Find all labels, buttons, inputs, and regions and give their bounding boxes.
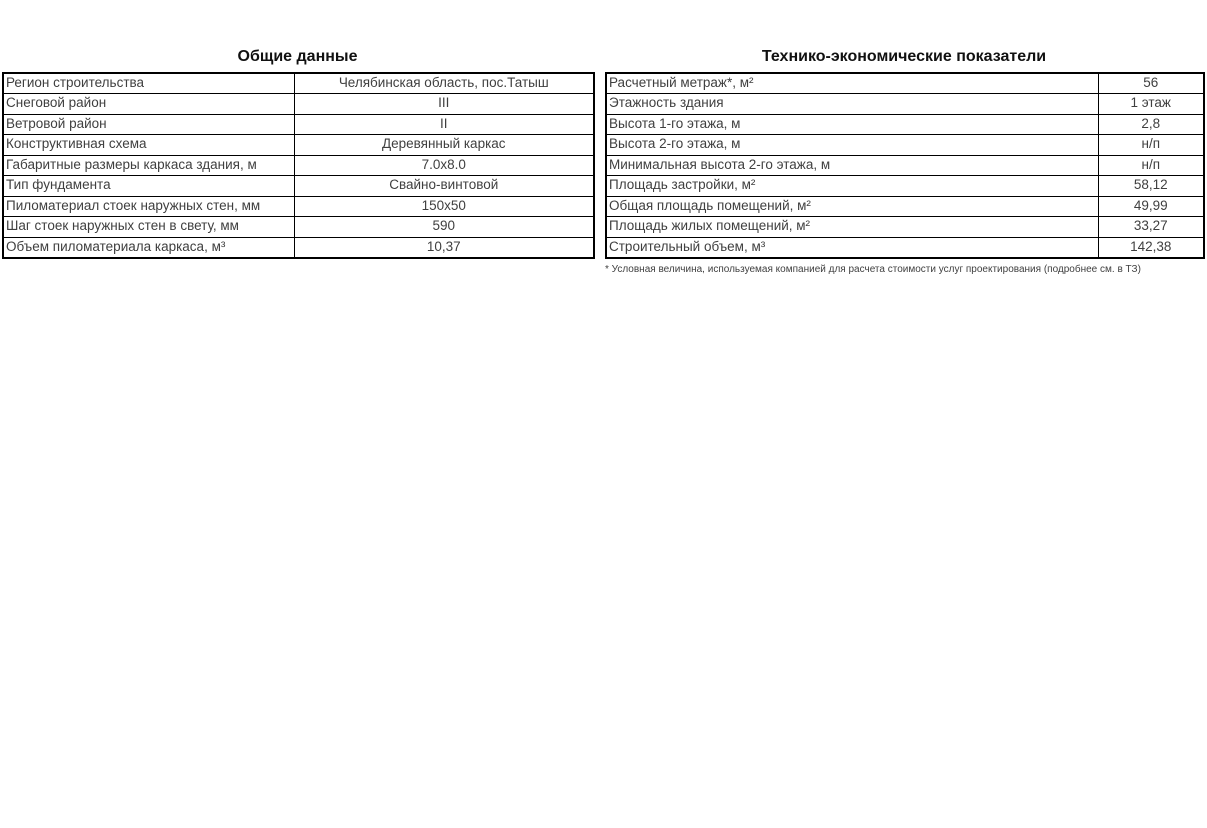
table-row	[3, 114, 594, 135]
row-label-cell: Расчетный метраж*, м²	[606, 73, 1098, 94]
row-label-cell: Конструктивная схема	[3, 135, 294, 156]
technical-economic-title: Технико-экономические показатели	[761, 48, 1047, 65]
table-row	[606, 94, 1204, 115]
table-row	[606, 114, 1204, 135]
row-value-cell: Свайно-винтовой	[294, 176, 594, 197]
row-label-cell: Объем пиломатериала каркаса, м³	[3, 237, 294, 258]
row-value-cell: III	[294, 94, 594, 115]
technical-economic-section	[605, 48, 1203, 275]
row-label-cell: Тип фундамента	[3, 176, 294, 197]
footnote: * Условная величина, используемая компанией для расчета стоимости услуг проектирования (подробнее см. в ТЗ)	[605, 263, 1141, 275]
row-value-cell: 590	[294, 217, 594, 238]
table-row	[606, 196, 1204, 217]
row-value-cell: н/п	[1098, 135, 1204, 156]
row-label-cell: Площадь жилых помещений, м²	[606, 217, 1098, 238]
general-data-title: Общие данные	[237, 48, 358, 65]
table-row	[3, 176, 594, 197]
row-label-cell: Площадь застройки, м²	[606, 176, 1098, 197]
row-label-cell: Высота 2-го этажа, м	[606, 135, 1098, 156]
row-label-cell: Ветровой район	[3, 114, 294, 135]
table-row	[606, 135, 1204, 156]
row-value-cell: 33,27	[1098, 217, 1204, 238]
table-row	[3, 94, 594, 115]
row-label-cell: Минимальная высота 2-го этажа, м	[606, 155, 1098, 176]
table-row	[606, 176, 1204, 197]
table-row	[606, 155, 1204, 176]
table-row	[3, 237, 594, 258]
row-value-cell: 2,8	[1098, 114, 1204, 135]
row-value-cell: 49,99	[1098, 196, 1204, 217]
row-value-cell: н/п	[1098, 155, 1204, 176]
row-value-cell: 142,38	[1098, 237, 1204, 258]
row-value-cell: 56	[1098, 73, 1204, 94]
table-row	[606, 217, 1204, 238]
row-label-cell: Регион строительства	[3, 73, 294, 94]
table-row	[3, 155, 594, 176]
table-row	[3, 135, 594, 156]
row-value-cell: 58,12	[1098, 176, 1204, 197]
row-label-cell: Шаг стоек наружных стен в свету, мм	[3, 217, 294, 238]
general-data-table	[2, 72, 595, 259]
table-row	[3, 217, 594, 238]
technical-economic-table	[605, 72, 1205, 259]
row-value-cell: 10,37	[294, 237, 594, 258]
row-value-cell: 1 этаж	[1098, 94, 1204, 115]
row-label-cell: Этажность здания	[606, 94, 1098, 115]
row-value-cell: 150x50	[294, 196, 594, 217]
row-label-cell: Строительный объем, м³	[606, 237, 1098, 258]
table-row	[3, 196, 594, 217]
table-row	[3, 73, 594, 94]
row-value-cell: 7.0x8.0	[294, 155, 594, 176]
table-row	[606, 237, 1204, 258]
row-label-cell: Габаритные размеры каркаса здания, м	[3, 155, 294, 176]
row-value-cell: Деревянный каркас	[294, 135, 594, 156]
row-value-cell: II	[294, 114, 594, 135]
row-label-cell: Снеговой район	[3, 94, 294, 115]
general-data-section	[2, 48, 593, 259]
table-row	[606, 73, 1204, 94]
row-value-cell: Челябинская область, пос.Татыш	[294, 73, 594, 94]
row-label-cell: Высота 1-го этажа, м	[606, 114, 1098, 135]
row-label-cell: Общая площадь помещений, м²	[606, 196, 1098, 217]
row-label-cell: Пиломатериал стоек наружных стен, мм	[3, 196, 294, 217]
